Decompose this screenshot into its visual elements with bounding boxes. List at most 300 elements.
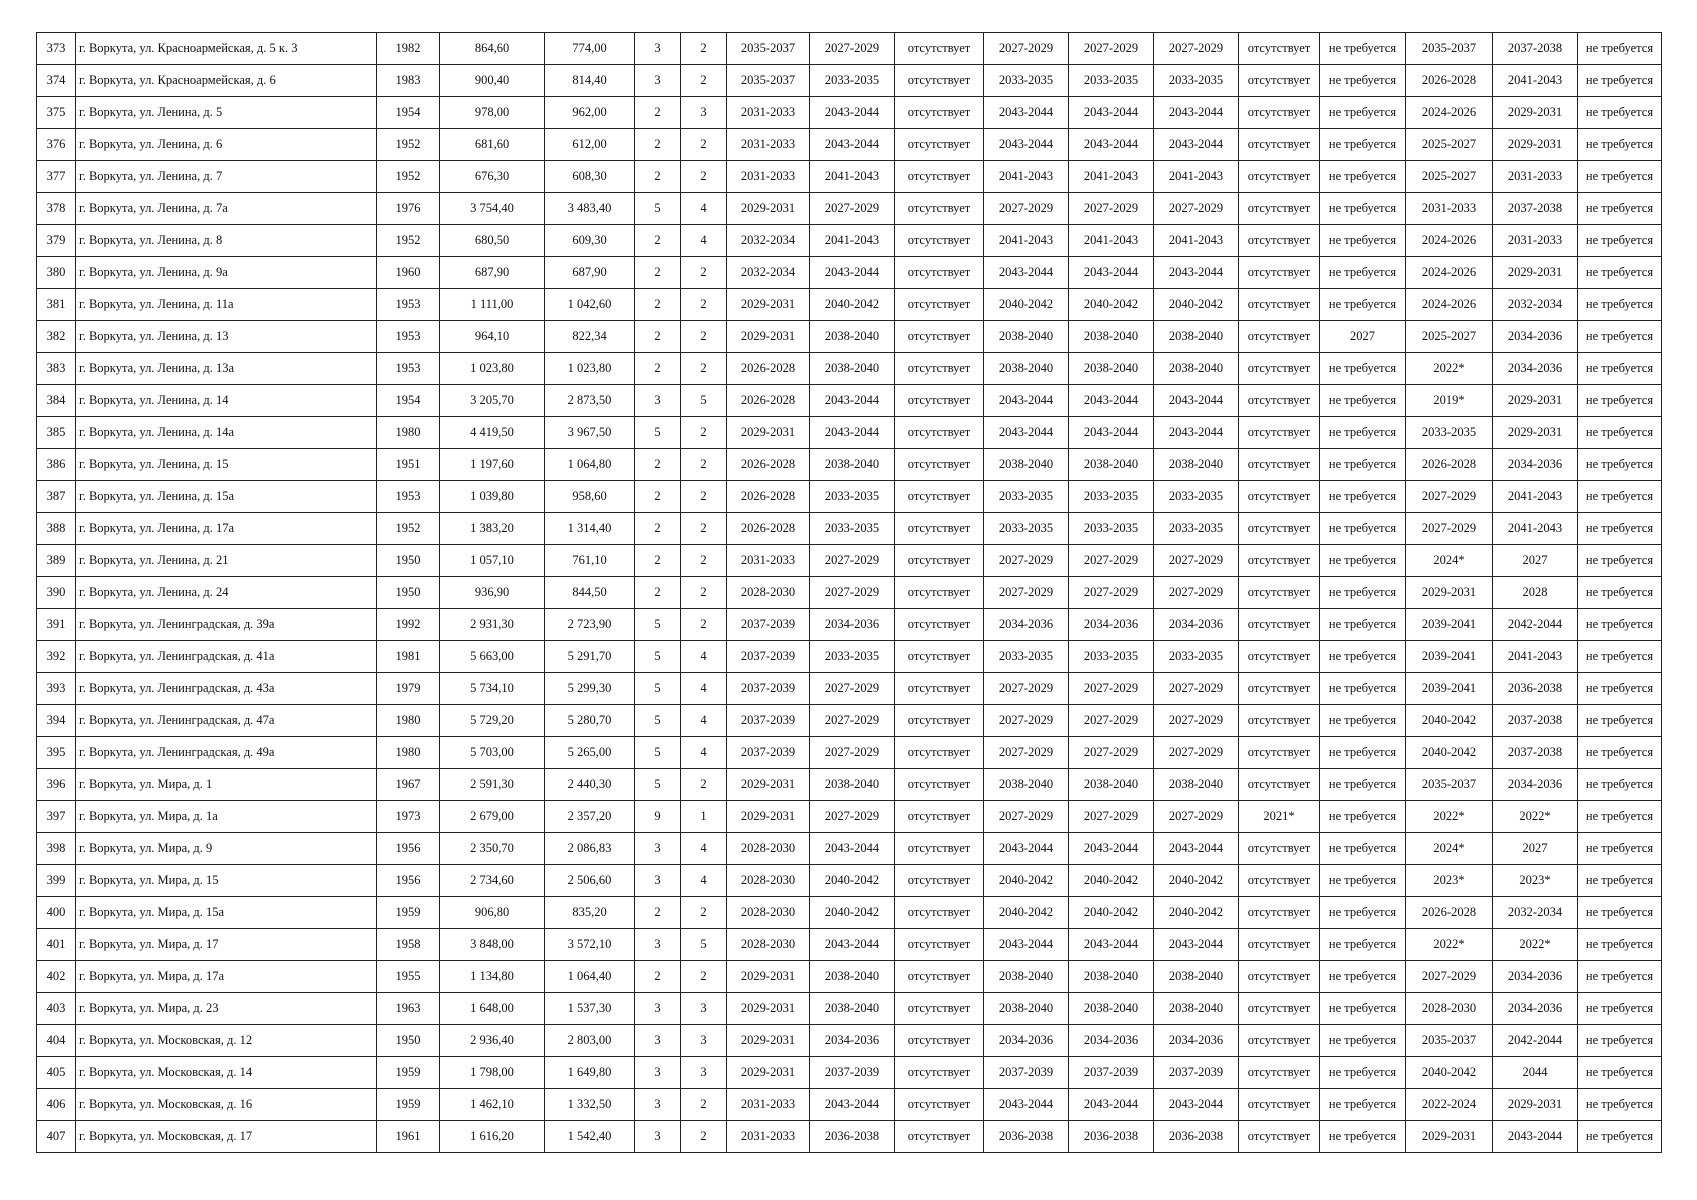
living-area-cell: 3 572,10 [545, 929, 635, 961]
period-cell: 2040-2042 [810, 897, 895, 929]
period-cell: 2027-2029 [1406, 481, 1493, 513]
status-cell: отсутствует [895, 449, 984, 481]
table-row [37, 545, 1662, 577]
entrances-cell: 2 [681, 609, 727, 641]
period-cell: 2027-2029 [810, 737, 895, 769]
period-cell: 2027-2029 [1154, 577, 1239, 609]
requirement-cell: не требуется [1578, 993, 1662, 1025]
period-cell: 2033-2035 [810, 513, 895, 545]
row-number-cell: 403 [37, 993, 76, 1025]
total-area-cell: 4 419,50 [440, 417, 545, 449]
period-cell: 2033-2035 [810, 481, 895, 513]
floors-cell: 5 [635, 673, 681, 705]
year-cell: 1950 [377, 1025, 440, 1057]
table-row [37, 513, 1662, 545]
living-area-cell: 2 803,00 [545, 1025, 635, 1057]
living-area-cell: 5 299,30 [545, 673, 635, 705]
period-cell: 2041-2043 [810, 161, 895, 193]
total-area-cell: 1 023,80 [440, 353, 545, 385]
period-cell: 2026-2028 [1406, 65, 1493, 97]
period-cell: 2027-2029 [1154, 33, 1239, 65]
period-cell: 2025-2027 [1406, 129, 1493, 161]
period-cell: 2043-2044 [1069, 929, 1154, 961]
requirement-cell: не требуется [1578, 705, 1662, 737]
period-cell: 2041-2043 [1069, 161, 1154, 193]
status-cell: отсутствует [1239, 865, 1320, 897]
period-cell: 2027-2029 [984, 193, 1069, 225]
table-row [37, 321, 1662, 353]
period-cell: 2037-2038 [1493, 737, 1578, 769]
period-cell: 2038-2040 [810, 993, 895, 1025]
period-cell: 2034-2036 [1493, 769, 1578, 801]
table-row [37, 961, 1662, 993]
requirement-cell: не требуется [1320, 545, 1406, 577]
year-cell: 1959 [377, 897, 440, 929]
period-cell: 2040-2042 [1069, 289, 1154, 321]
period-cell: 2033-2035 [984, 481, 1069, 513]
status-cell: отсутствует [895, 961, 984, 993]
floors-cell: 2 [635, 161, 681, 193]
period-cell: 2037-2038 [1493, 705, 1578, 737]
period-cell: 2027-2029 [810, 193, 895, 225]
status-cell: отсутствует [1239, 1089, 1320, 1121]
period-cell: 2028-2030 [727, 929, 810, 961]
requirement-cell: не требуется [1578, 353, 1662, 385]
floors-cell: 3 [635, 65, 681, 97]
period-cell: 2027-2029 [1406, 513, 1493, 545]
total-area-cell: 2 931,30 [440, 609, 545, 641]
period-cell: 2038-2040 [984, 321, 1069, 353]
living-area-cell: 835,20 [545, 897, 635, 929]
floors-cell: 2 [635, 289, 681, 321]
year-cell: 1951 [377, 449, 440, 481]
address-cell: г. Воркута, ул. Мира, д. 23 [76, 993, 377, 1025]
period-cell: 2034-2036 [1493, 993, 1578, 1025]
period-cell: 2038-2040 [1069, 353, 1154, 385]
period-cell: 2027-2029 [1406, 961, 1493, 993]
row-number-cell: 400 [37, 897, 76, 929]
address-cell: г. Воркута, ул. Мира, д. 17 [76, 929, 377, 961]
total-area-cell: 1 462,10 [440, 1089, 545, 1121]
period-cell: 2043-2044 [984, 97, 1069, 129]
status-cell: отсутствует [895, 33, 984, 65]
total-area-cell: 2 350,70 [440, 833, 545, 865]
period-cell: 2033-2035 [1154, 641, 1239, 673]
requirement-cell: не требуется [1320, 961, 1406, 993]
period-cell: 2043-2044 [810, 833, 895, 865]
period-cell: 2031-2033 [1493, 161, 1578, 193]
period-cell: 2044 [1493, 1057, 1578, 1089]
living-area-cell: 5 265,00 [545, 737, 635, 769]
period-cell: 2033-2035 [984, 641, 1069, 673]
living-area-cell: 822,34 [545, 321, 635, 353]
period-cell: 2026-2028 [1406, 449, 1493, 481]
floors-cell: 3 [635, 929, 681, 961]
period-cell: 2024-2026 [1406, 289, 1493, 321]
period-cell: 2038-2040 [984, 993, 1069, 1025]
status-cell: отсутствует [895, 833, 984, 865]
period-cell: 2032-2034 [1493, 897, 1578, 929]
period-cell: 2038-2040 [1154, 769, 1239, 801]
address-cell: г. Воркута, ул. Ленинградская, д. 49а [76, 737, 377, 769]
year-cell: 1967 [377, 769, 440, 801]
table-row [37, 289, 1662, 321]
period-cell: 2041-2043 [1493, 513, 1578, 545]
entrances-cell: 3 [681, 97, 727, 129]
address-cell: г. Воркута, ул. Ленинградская, д. 47а [76, 705, 377, 737]
period-cell: 2043-2044 [1154, 97, 1239, 129]
period-cell: 2041-2043 [810, 225, 895, 257]
status-cell: отсутствует [895, 993, 984, 1025]
requirement-cell: не требуется [1578, 449, 1662, 481]
living-area-cell: 687,90 [545, 257, 635, 289]
total-area-cell: 680,50 [440, 225, 545, 257]
period-cell: 2027-2029 [1069, 193, 1154, 225]
requirement-cell: не требуется [1320, 353, 1406, 385]
status-cell: отсутствует [1239, 225, 1320, 257]
year-cell: 1956 [377, 833, 440, 865]
period-cell: 2027-2029 [810, 705, 895, 737]
status-cell: отсутствует [1239, 545, 1320, 577]
requirement-cell: не требуется [1578, 417, 1662, 449]
period-cell: 2027 [1493, 545, 1578, 577]
status-cell: отсутствует [895, 417, 984, 449]
period-cell: 2036-2038 [1069, 1121, 1154, 1153]
entrances-cell: 4 [681, 193, 727, 225]
period-cell: 2038-2040 [810, 353, 895, 385]
period-cell: 2029-2031 [727, 417, 810, 449]
total-area-cell: 1 057,10 [440, 545, 545, 577]
status-cell: отсутствует [1239, 321, 1320, 353]
requirement-cell: не требуется [1320, 865, 1406, 897]
period-cell: 2029-2031 [727, 993, 810, 1025]
period-cell: 2029-2031 [727, 321, 810, 353]
period-cell: 2031-2033 [1493, 225, 1578, 257]
requirement-cell: не требуется [1320, 1089, 1406, 1121]
status-cell: отсутствует [1239, 385, 1320, 417]
row-number-cell: 374 [37, 65, 76, 97]
entrances-cell: 2 [681, 481, 727, 513]
period-cell: 2019* [1406, 385, 1493, 417]
row-number-cell: 387 [37, 481, 76, 513]
entrances-cell: 2 [681, 353, 727, 385]
row-number-cell: 376 [37, 129, 76, 161]
living-area-cell: 3 967,50 [545, 417, 635, 449]
period-cell: 2043-2044 [1154, 1089, 1239, 1121]
living-area-cell: 1 064,40 [545, 961, 635, 993]
period-cell: 2037-2038 [1493, 193, 1578, 225]
floors-cell: 3 [635, 33, 681, 65]
period-cell: 2043-2044 [984, 1089, 1069, 1121]
period-cell: 2028-2030 [727, 833, 810, 865]
status-cell: отсутствует [1239, 65, 1320, 97]
row-number-cell: 407 [37, 1121, 76, 1153]
period-cell: 2040-2042 [984, 289, 1069, 321]
address-cell: г. Воркута, ул. Мира, д. 17а [76, 961, 377, 993]
requirement-cell: не требуется [1578, 673, 1662, 705]
total-area-cell: 900,40 [440, 65, 545, 97]
living-area-cell: 2 440,30 [545, 769, 635, 801]
requirement-cell: не требуется [1320, 513, 1406, 545]
year-cell: 1953 [377, 353, 440, 385]
period-cell: 2036-2038 [810, 1121, 895, 1153]
period-cell: 2037-2039 [727, 673, 810, 705]
period-cell: 2026-2028 [727, 481, 810, 513]
status-cell: отсутствует [895, 65, 984, 97]
row-number-cell: 404 [37, 1025, 76, 1057]
period-cell: 2038-2040 [1069, 321, 1154, 353]
row-number-cell: 394 [37, 705, 76, 737]
total-area-cell: 936,90 [440, 577, 545, 609]
period-cell: 2043-2044 [810, 1089, 895, 1121]
period-cell: 2043-2044 [810, 417, 895, 449]
year-cell: 1952 [377, 225, 440, 257]
status-cell: отсутствует [1239, 833, 1320, 865]
period-cell: 2027-2029 [1154, 193, 1239, 225]
address-cell: г. Воркута, ул. Ленина, д. 6 [76, 129, 377, 161]
floors-cell: 5 [635, 417, 681, 449]
status-cell: отсутствует [895, 705, 984, 737]
row-number-cell: 391 [37, 609, 76, 641]
period-cell: 2043-2044 [1154, 929, 1239, 961]
year-cell: 1983 [377, 65, 440, 97]
floors-cell: 2 [635, 961, 681, 993]
period-cell: 2038-2040 [984, 353, 1069, 385]
requirement-cell: не требуется [1578, 33, 1662, 65]
status-cell: отсутствует [895, 609, 984, 641]
period-cell: 2042-2044 [1493, 609, 1578, 641]
living-area-cell: 2 873,50 [545, 385, 635, 417]
requirement-cell: не требуется [1578, 193, 1662, 225]
requirement-cell: не требуется [1320, 1025, 1406, 1057]
address-cell: г. Воркута, ул. Мира, д. 15 [76, 865, 377, 897]
period-cell: 2038-2040 [984, 769, 1069, 801]
table-row [37, 225, 1662, 257]
requirement-cell: не требуется [1578, 257, 1662, 289]
period-cell: 2038-2040 [1154, 993, 1239, 1025]
period-cell: 2043-2044 [1069, 385, 1154, 417]
status-cell: отсутствует [895, 897, 984, 929]
row-number-cell: 405 [37, 1057, 76, 1089]
year-cell: 1980 [377, 417, 440, 449]
period-cell: 2023* [1406, 865, 1493, 897]
period-cell: 2027-2029 [810, 673, 895, 705]
floors-cell: 3 [635, 865, 681, 897]
table-row [37, 993, 1662, 1025]
requirement-cell: не требуется [1320, 225, 1406, 257]
entrances-cell: 4 [681, 833, 727, 865]
entrances-cell: 2 [681, 289, 727, 321]
period-cell: 2031-2033 [727, 97, 810, 129]
requirement-cell: не требуется [1320, 1121, 1406, 1153]
address-cell: г. Воркута, ул. Московская, д. 17 [76, 1121, 377, 1153]
period-cell: 2040-2042 [1406, 705, 1493, 737]
period-cell: 2040-2042 [1154, 289, 1239, 321]
table-row [37, 97, 1662, 129]
period-cell: 2041-2043 [1493, 481, 1578, 513]
status-cell: отсутствует [895, 257, 984, 289]
period-cell: 2029-2031 [727, 193, 810, 225]
requirement-cell: не требуется [1578, 801, 1662, 833]
floors-cell: 2 [635, 257, 681, 289]
total-area-cell: 1 197,60 [440, 449, 545, 481]
period-cell: 2043-2044 [1069, 1089, 1154, 1121]
row-number-cell: 389 [37, 545, 76, 577]
period-cell: 2027-2029 [810, 801, 895, 833]
address-cell: г. Воркута, ул. Ленина, д. 14 [76, 385, 377, 417]
year-cell: 1955 [377, 961, 440, 993]
status-cell: отсутствует [1239, 481, 1320, 513]
period-cell: 2033-2035 [1069, 65, 1154, 97]
period-cell: 2037-2039 [727, 609, 810, 641]
period-cell: 2043-2044 [1069, 417, 1154, 449]
year-cell: 1950 [377, 577, 440, 609]
address-cell: г. Воркута, ул. Красноармейская, д. 6 [76, 65, 377, 97]
period-cell: 2029-2031 [1406, 577, 1493, 609]
period-cell: 2043-2044 [810, 97, 895, 129]
requirement-cell: не требуется [1320, 257, 1406, 289]
living-area-cell: 609,30 [545, 225, 635, 257]
period-cell: 2037-2039 [1069, 1057, 1154, 1089]
period-cell: 2031-2033 [727, 1089, 810, 1121]
total-area-cell: 2 936,40 [440, 1025, 545, 1057]
living-area-cell: 2 723,90 [545, 609, 635, 641]
year-cell: 1980 [377, 705, 440, 737]
period-cell: 2027-2029 [1154, 545, 1239, 577]
period-cell: 2022-2024 [1406, 1089, 1493, 1121]
status-cell: отсутствует [895, 161, 984, 193]
period-cell: 2040-2042 [810, 865, 895, 897]
entrances-cell: 2 [681, 513, 727, 545]
floors-cell: 2 [635, 321, 681, 353]
period-cell: 2040-2042 [1154, 897, 1239, 929]
period-cell: 2028-2030 [727, 577, 810, 609]
period-cell: 2027-2029 [1069, 801, 1154, 833]
year-cell: 1960 [377, 257, 440, 289]
period-cell: 2038-2040 [1154, 961, 1239, 993]
period-cell: 2029-2031 [1493, 385, 1578, 417]
status-cell: отсутствует [895, 1089, 984, 1121]
requirement-cell: не требуется [1578, 289, 1662, 321]
living-area-cell: 5 291,70 [545, 641, 635, 673]
period-cell: 2035-2037 [727, 33, 810, 65]
status-cell: отсутствует [895, 737, 984, 769]
housing-register-table [36, 32, 1662, 1153]
period-cell: 2024-2026 [1406, 257, 1493, 289]
status-cell: отсутствует [1239, 961, 1320, 993]
status-cell: отсутствует [1239, 513, 1320, 545]
period-cell: 2033-2035 [1154, 513, 1239, 545]
address-cell: г. Воркута, ул. Ленина, д. 7а [76, 193, 377, 225]
table-row [37, 417, 1662, 449]
period-cell: 2026-2028 [727, 353, 810, 385]
period-cell: 2037-2039 [727, 705, 810, 737]
living-area-cell: 774,00 [545, 33, 635, 65]
floors-cell: 2 [635, 481, 681, 513]
living-area-cell: 1 064,80 [545, 449, 635, 481]
requirement-cell: не требуется [1578, 1121, 1662, 1153]
period-cell: 2043-2044 [1154, 833, 1239, 865]
period-cell: 2038-2040 [810, 321, 895, 353]
row-number-cell: 377 [37, 161, 76, 193]
total-area-cell: 3 754,40 [440, 193, 545, 225]
period-cell: 2029-2031 [727, 801, 810, 833]
year-cell: 1952 [377, 513, 440, 545]
total-area-cell: 687,90 [440, 257, 545, 289]
floors-cell: 5 [635, 705, 681, 737]
table-row [37, 705, 1662, 737]
period-cell: 2029-2031 [1493, 257, 1578, 289]
period-cell: 2027-2029 [984, 705, 1069, 737]
status-cell: отсутствует [1239, 577, 1320, 609]
status-cell: отсутствует [895, 481, 984, 513]
requirement-cell: не требуется [1320, 673, 1406, 705]
period-cell: 2032-2034 [1493, 289, 1578, 321]
period-cell: 2038-2040 [984, 961, 1069, 993]
period-cell: 2027-2029 [1154, 801, 1239, 833]
year-cell: 1992 [377, 609, 440, 641]
entrances-cell: 4 [681, 737, 727, 769]
requirement-cell: не требуется [1320, 993, 1406, 1025]
period-cell: 2038-2040 [1154, 449, 1239, 481]
period-cell: 2037-2039 [727, 737, 810, 769]
total-area-cell: 906,80 [440, 897, 545, 929]
row-number-cell: 375 [37, 97, 76, 129]
requirement-cell: не требуется [1578, 1057, 1662, 1089]
year-cell: 1950 [377, 545, 440, 577]
period-cell: 2034-2036 [1493, 449, 1578, 481]
year-cell: 1958 [377, 929, 440, 961]
year-cell: 1953 [377, 321, 440, 353]
living-area-cell: 1 023,80 [545, 353, 635, 385]
address-cell: г. Воркута, ул. Ленина, д. 9а [76, 257, 377, 289]
period-cell: 2033-2035 [1154, 481, 1239, 513]
period-cell: 2022* [1406, 801, 1493, 833]
row-number-cell: 406 [37, 1089, 76, 1121]
period-cell: 2034-2036 [1069, 1025, 1154, 1057]
period-cell: 2035-2037 [1406, 769, 1493, 801]
entrances-cell: 2 [681, 545, 727, 577]
row-number-cell: 398 [37, 833, 76, 865]
floors-cell: 2 [635, 449, 681, 481]
floors-cell: 2 [635, 513, 681, 545]
requirement-cell: не требуется [1578, 97, 1662, 129]
address-cell: г. Воркута, ул. Ленина, д. 11а [76, 289, 377, 321]
year-cell: 1956 [377, 865, 440, 897]
total-area-cell: 676,30 [440, 161, 545, 193]
status-cell: отсутствует [1239, 993, 1320, 1025]
period-cell: 2026-2028 [727, 385, 810, 417]
entrances-cell: 2 [681, 449, 727, 481]
period-cell: 2043-2044 [1069, 129, 1154, 161]
period-cell: 2043-2044 [1069, 833, 1154, 865]
period-cell: 2038-2040 [810, 449, 895, 481]
year-cell: 1952 [377, 129, 440, 161]
period-cell: 2043-2044 [1154, 385, 1239, 417]
table-row [37, 833, 1662, 865]
year-cell: 1981 [377, 641, 440, 673]
requirement-cell: не требуется [1578, 833, 1662, 865]
period-cell: 2029-2031 [727, 961, 810, 993]
period-cell: 2042-2044 [1493, 1025, 1578, 1057]
year-cell: 1954 [377, 385, 440, 417]
period-cell: 2028-2030 [727, 865, 810, 897]
total-area-cell: 1 616,20 [440, 1121, 545, 1153]
living-area-cell: 761,10 [545, 545, 635, 577]
table-row [37, 353, 1662, 385]
period-cell: 2027-2029 [1069, 33, 1154, 65]
period-cell: 2038-2040 [1069, 993, 1154, 1025]
